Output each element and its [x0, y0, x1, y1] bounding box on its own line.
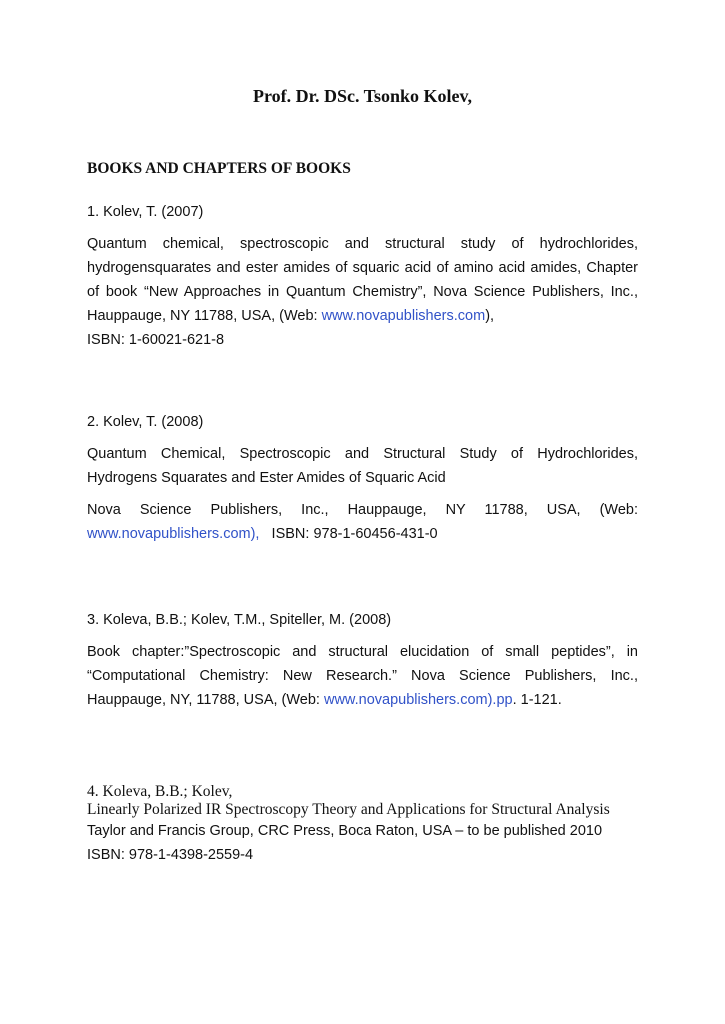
- entry-4-isbn: ISBN: 978-1-4398-2559-4: [87, 847, 254, 863]
- publication-entry-1: [87, 200, 638, 352]
- entry-3-pages: . 1-121.: [512, 692, 562, 708]
- entry-2-publisher: Nova Science Publishers, Inc., Hauppauge, NY 11788, USA, (Web:: [87, 502, 638, 518]
- entry-2-reference: 2. Kolev, T. (2008): [87, 414, 204, 430]
- entry-4-reference: 4. Koleva, B.B.; Kolev,: [87, 783, 233, 800]
- entry-2-isbn: ISBN: 978-1-60456-431-0: [259, 526, 438, 542]
- entry-1-link[interactable]: www.novapublishers.com: [321, 308, 486, 324]
- page-title: Prof. Dr. DSc. Tsonko Kolev,: [252, 86, 473, 106]
- entry-4-publisher: Taylor and Francis Group, CRC Press, Boca Raton, USA – to be published 2010: [87, 823, 603, 839]
- entry-2-title: Quantum Chemical, Spectroscopic and Structural Study of Hydrochlorides, Hydrogens Squarates and Ester Amides of Squaric Acid: [87, 446, 638, 486]
- publication-entry-4: [87, 783, 638, 867]
- publication-entry-3: [87, 608, 638, 712]
- section-heading: BOOKS AND CHAPTERS OF BOOKS: [87, 160, 351, 177]
- entry-1-isbn: ISBN: 1-60021-621-8: [87, 332, 225, 348]
- publication-entry-2: [87, 410, 638, 546]
- entry-3-reference: 3. Koleva, B.B.; Kolev, T.M., Spiteller, M. (2008): [87, 612, 392, 628]
- entry-3-link[interactable]: www.novapublishers.com).pp: [323, 692, 513, 708]
- entry-1-link-suffix: ),: [485, 308, 495, 324]
- entry-1-reference: 1. Kolev, T. (2007): [87, 204, 204, 220]
- entry-3-description: [87, 640, 638, 712]
- entry-2-link-line: [87, 522, 638, 546]
- entry-3-text: Book chapter:”Spectroscopic and structural elucidation of small peptides”, in “Computational Chemistry: New Research.” Nova Science Publishers, Inc., Hauppauge, NY, 11788, USA, (Web:: [87, 644, 638, 708]
- entry-1-text: Quantum chemical, spectroscopic and structural study of hydrochlorides, hydrogensquarates and ester amides of squaric acid of amino acid amides, Chapter of book “New Approaches in Quantum Chemistry”, Nova Science Publishers, Inc., Hauppauge, NY 11788, USA, (Web:: [87, 236, 638, 324]
- entry-4-title: Linearly Polarized IR Spectroscopy Theory and Applications for Structural Analysis: [87, 801, 610, 818]
- entry-2-link[interactable]: www.novapublishers.com),: [87, 526, 260, 542]
- entry-1-description: [87, 232, 638, 328]
